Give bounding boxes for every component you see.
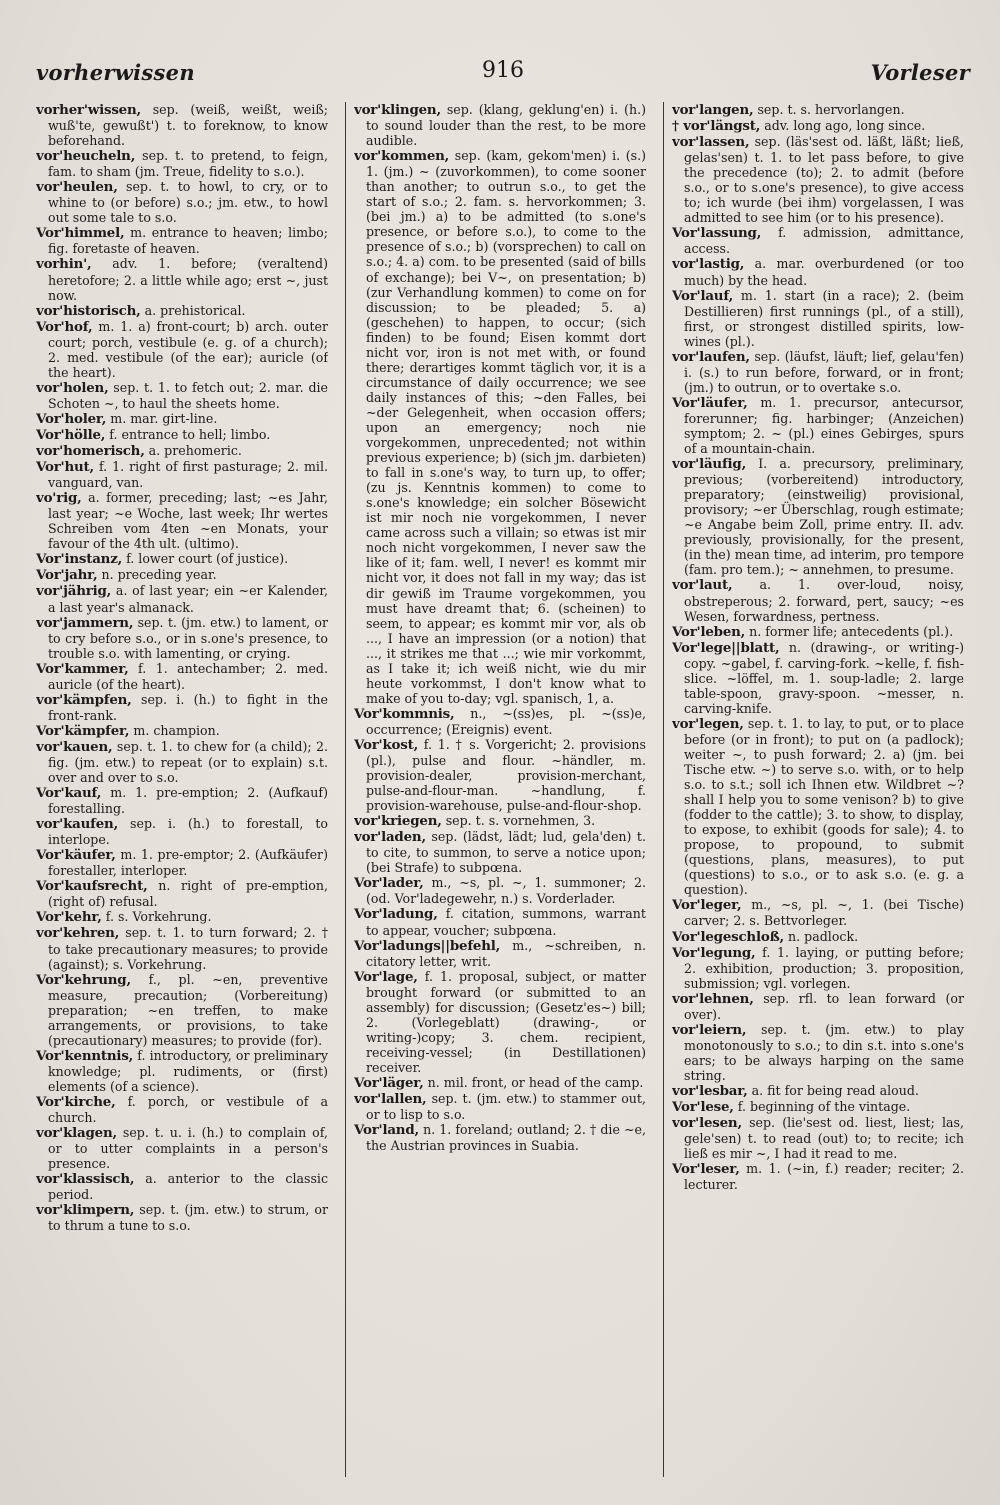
dictionary-entry [354,829,646,875]
headword: Vor'land, [354,1122,419,1139]
dictionary-entry [36,615,328,661]
dictionary-entry [672,134,964,225]
dictionary-entry [36,380,328,411]
dictionary-entry [36,925,328,971]
headword: Vor'kirche, [36,1094,116,1110]
definition: f. introductory, or preliminary knowledge; pl. rudiments, or (first) elements (of a science). [48,1047,328,1094]
dictionary-entry [36,319,328,380]
dictionary-entry [672,288,964,349]
dictionary-entry [354,706,646,737]
headword: vorhin', [36,256,92,273]
dictionary-entry [354,102,646,148]
dictionary-entry [672,1161,964,1192]
headword: Vor'hof, [36,318,93,335]
definition: f. porch, or vestibule of a church. [48,1094,328,1126]
headword: Vor'kauf, [36,785,102,802]
definition: m. mar. girt-line. [110,410,218,426]
dictionary-entry [36,972,328,1048]
headword: vor'heucheln, [36,148,136,165]
headword: vor'kriegen, [354,813,442,830]
definition: m. 1. a) front-court; b) arch. outer court; porch, vestibule (e. g. of a church); 2. med. vestibule (of the ear); auricle (of the heart). [48,318,328,380]
definition: n., ~(ss)es, pl. ~(ss)e, occurrence; (Ereignis) event. [366,705,646,737]
page-number: 916 [482,58,524,83]
headword: vor'lehnen, [672,990,754,1007]
headword: vor'lassen, [672,134,750,151]
dictionary-entry [672,256,964,287]
dictionary-entry [36,443,328,459]
headword: Vor'lese, [672,1099,734,1116]
headword: vor'laden, [354,829,426,846]
definition: sep. (kam, gekom'men) i. (s.) 1. (jm.) ~ (zuvorkommen), to come sooner than another; to outrun s.o., to get the start of s.o.; 2. fam. s. hervorkommen; 3. (bei jm.) a) to be admitted (to s.one's presence, or before s.o.), to come to the presence of s.o.; b) (vorsprechen) to call on s.o.; 4. a) com. to be presented (said of bills of exchange); bei V~, on presentation; b) (zur Verhandlung kommen) to come on for discussion; to be pleaded; 5. a) (geschehen) to happen, to occur; (sich finden) to be found; Eisen kommt dort nicht vor, iron is not met with, or found there; derartiges kommt täglich vor, it is a circumstance of daily occurrence; we see daily instances of this; ~den Falles, bei ~der Gelegenheit, when occasion offers; upon an emergency; noch nie vorgekommen, unprecedented; not within previous experience; b) (sich jm. darbieten) to fall in s.one's way, to turn up, to offer; (zu js. Kenntnis kommen) to come to s.one's knowledge; ein solcher Bösewicht ist mir noch nie vorgekommen, I never came across such a villain; so etwas ist mir noch nicht vorgekommen, I never saw the like of it; fam. well, I never! es kommt mir nicht vor, it does not fall in my way; das ist dir gewiß im Traume vorgekommen, you must have dreamt that; 6. (scheinen) to seem, to appear; es kommt mir vor, als ob ..., I have an impression (or a notion) that ..., it strikes me that ...; wie mir vorkommt, as I take it; ich weiß nicht, wie du mir heute vorkommst, I don't know what to make of you to-day; vgl. spanisch, 1, a. [366,148,646,706]
dictionary-entry [36,303,328,319]
headword: Vor'legung, [672,944,756,961]
headword: vor'klassisch, [36,1171,135,1188]
headword: Vor'kost, [354,736,419,753]
definition: n. 1. foreland; outland; 2. † die ~e, the Austrian provinces in Suabia. [366,1122,646,1154]
dictionary-entry [672,624,964,640]
headword: vor'klagen, [36,1125,117,1142]
dictionary-entry [672,1099,964,1115]
dictionary-entry [354,737,646,813]
headword: Vor'kenntnis, [36,1047,134,1064]
dictionary-entry [36,1094,328,1125]
definition: sep. t. u. i. (h.) to complain of, or to utter complaints in a person's presence. [48,1125,328,1172]
headword: Vor'jahr, [36,567,98,584]
definition: sep. t. (jm. etw.) to stammer out, or to lisp to s.o. [366,1091,646,1123]
headword: vor'kommen, [354,148,450,165]
dictionary-entry [36,490,328,551]
headword: vor'lastig, [672,256,745,273]
dictionary-entry [36,567,328,583]
dictionary-entry [672,716,964,898]
dictionary-entry [36,256,328,302]
definition: m. champion. [133,722,220,738]
definition: m. 1. pre-emption; 2. (Aufkauf) forestalling. [48,785,328,817]
dictionary-entry [672,929,964,945]
dictionary-entry [36,583,328,614]
definition: f. 1. † s. Vorgericht; 2. provisions (pl.), pulse and flour. ~händler, m. provision-dealer, provision-merchant, pulse-and-flour-man. ~handlung, f. provision-warehouse, pulse-and-flour-shop. [366,736,646,814]
headword: vor'historisch, [36,302,141,319]
dictionary-entry [672,102,964,118]
headword: Vor'kämpfer, [36,722,130,739]
dictionary-entry [36,551,328,567]
headword: Vor'kammer, [36,660,129,677]
definition: sep. (weiß, weißt, weiß; wuß'te, gewußt') t. to foreknow, to know beforehand. [48,102,328,149]
dictionary-entry [354,938,646,969]
headword: Vor'himmel, [36,225,125,242]
column-1 [36,102,328,1477]
definition: n. former life; antecedents (pl.). [749,623,954,639]
headword: Vor'läger, [354,1075,424,1091]
headword: vor'holen, [36,379,109,396]
dictionary-entry [36,723,328,739]
headword: vor'jammern, [36,614,134,631]
dictionary-entry [354,1122,646,1153]
headword: Vor'kaufsrecht, [36,878,148,895]
headword: vor'jährig, [36,583,112,600]
dictionary-entry [672,640,964,716]
dictionary-entry [36,739,328,785]
dictionary-entry [36,785,328,816]
dictionary-entry [354,1075,646,1091]
definition: f. 1. proposal, subject, or matter brought forward (or submitted to an assembly) for discussion; (Gesetz'es~) bill; 2. (Vorlegeblatt) (drawing-, or writing-)copy; 3. chem. recipient, receiving-vessel; (in Destillationen) receiver. [366,968,646,1075]
definition: f. 1. right of first pasturage; 2. mil. vanguard, van. [48,459,328,491]
guide-word-right: Vorleser [870,60,970,85]
headword: vor'kehren, [36,925,120,942]
headword: vor'kämpfen, [36,691,132,708]
headword: vor'leiern, [672,1021,747,1038]
headword: Vor'instanz, [36,551,123,568]
definition: n. right of pre-emption, (right of) refusal. [48,878,328,910]
dictionary-entry [36,1202,328,1233]
headword: vor'klimpern, [36,1202,135,1219]
definition: f. entrance to hell; limbo. [109,426,271,442]
definition: f. 1. laying, or putting before; 2. exhibition, production; 3. proposition, submission; vgl. vorlegen. [684,944,964,991]
dictionary-entry [672,945,964,991]
definition: a. fit for being read aloud. [751,1083,919,1098]
dictionary-entry [36,661,328,692]
headword: vor'heulen, [36,179,118,196]
dictionary-entry [672,1022,964,1083]
definition: a. anterior to the classic period. [48,1171,328,1203]
definition: m., ~s, pl. ~, 1. (bei Tische) carver; 2. s. Bettvorleger. [684,897,964,929]
definition: n. (drawing-, or writing-) copy. ~gabel, f. carving-fork. ~kelle, f. fish-slice. ~löffel, m. 1. soup-ladle; 2. large table-spoon, gravy-spoon. ~messer, n. carving-knife. [684,639,964,716]
definition: a. prehomeric. [148,443,242,459]
dictionary-entry [36,878,328,909]
definition: a. former, preceding; last; ~es Jahr, last year; ~e Woche, last week; Ihr wertes Schreiben vom 4ten ~en Monats, your favour of the 4th ult. (ultimo). [48,490,328,552]
dictionary-entry [672,225,964,256]
headword: Vor'käufer, [36,847,116,864]
dictionary-entry [672,349,964,395]
dictionary-entry [36,148,328,179]
definition: f. admission, admittance, access. [684,225,964,257]
headword: vor'kaufen, [36,816,119,833]
dictionary-entry [36,225,328,256]
headword: Vor'lassung, [672,225,762,242]
definition: a. of last year; ein ~er Kalender, a last year's almanack. [48,583,328,615]
definition: sep. (lie'sest od. liest, liest; las, gele'sen) t. to read (out) to; to recite; ich ließ es mir ~, I had it read to me. [684,1115,964,1162]
definition: sep. t. (jm. etw.) to lament, or to cry before s.o., or in s.one's presence, to trouble s.o. with lamenting, or crying. [48,614,328,661]
guide-word-left: vorherwissen [36,60,195,85]
dictionary-entry [672,456,964,577]
dictionary-entry [672,1115,964,1161]
definition: sep. i. (h.) to forestall, to interlope. [48,816,328,848]
headword: Vor'lauf, [672,287,734,304]
dictionary-entry [36,816,328,847]
dictionary-entry [354,875,646,906]
headword: Vor'kehrung, [36,971,131,988]
running-head [36,54,970,94]
definition: n. padlock. [788,928,859,944]
dictionary-entry [36,1125,328,1171]
column-2 [354,102,646,1477]
definition: sep. i. (h.) to fight in the front-rank. [48,691,328,723]
definition: sep. (läs'sest od. läßt, läßt; ließ, gelas'sen) t. 1. to let pass before, to give the precedence (to); 2. to admit (before s.o., or to s.one's presence), to give access to; ich wurde (bei ihm) vorgelassen, I was admitted to see him (or to his presence). [684,134,964,226]
definition: sep. t. (jm. etw.) to strum, or to thrum a tune to s.o. [48,1202,328,1234]
headword: Vor'legeschloß, [672,928,785,945]
headword: † vor'längst, [672,118,761,135]
definition: f. beginning of the vintage. [737,1099,911,1115]
column-3 [672,102,964,1477]
headword: vo'rig, [36,490,82,507]
headword: Vor'leser, [672,1161,740,1178]
dictionary-entry [36,909,328,925]
definition: sep. t. 1. to turn forward; 2. † to take precautionary measures; to provide (against); s. Vorkehrung. [48,925,328,972]
headword: Vor'kommnis, [354,705,455,722]
dictionary-entry [672,1083,964,1099]
headword: vor'klingen, [354,102,441,118]
dictionary-entry [354,906,646,937]
headword: vor'homerisch, [36,443,145,460]
headword: vor'lesbar, [672,1083,748,1099]
headword: vorher'wissen, [36,102,141,118]
dictionary-entry [36,102,328,148]
definition: m. 1. start (in a race); 2. (beim Destillieren) first runnings (pl., of a still), first, or strongest distilled spirits, low-wines (pl.). [684,287,964,349]
definition: a. 1. over-loud, noisy, obstreperous; 2. forward, pert, saucy; ~es Wesen, forwardness, pertness. [684,577,964,624]
dictionary-entry [672,118,964,134]
definition: sep. (lädst, lädt; lud, gela'den) t. to cite, to summon, to serve a notice upon; (bei Strafe) to subpœna. [366,829,646,876]
definition: adv. long ago, long since. [764,118,926,134]
headword: Vor'lege||blatt, [672,639,780,656]
definition: sep. t. s. hervorlangen. [757,102,905,117]
dictionary-entry [672,577,964,623]
definition: f., pl. ~en, preventive measure, precaution; (Vorbereitung) preparation; ~en treffen, to make arrangements, or provisions, to take (precautionary) measures; to provide (for). [48,971,328,1048]
headword: vor'laut, [672,577,733,594]
headword: vor'legen, [672,715,744,732]
dictionary-entry [354,148,646,706]
headword: Vor'holer, [36,410,107,427]
definition: m. 1. precursor, antecursor, forerunner; fig. harbinger; (Anzeichen) symptom; 2. ~ (pl.) eines Gebirges, spurs of a mountain-chain. [684,394,964,457]
definition: a. mar. overburdened (or too much) by the head. [684,256,964,288]
definition: m., ~schreiben, n. citatory letter, writ. [366,937,646,969]
dictionary-entry [354,813,646,829]
headword: Vor'läufer, [672,394,748,411]
headword: vor'läufig, [672,456,747,473]
definition: sep. t. 1. to chew for (a child); 2. fig. (jm. etw.) to repeat (or to explain) s.t. over and over to s.o. [48,738,328,786]
definition: a. prehistorical. [144,302,246,318]
definition: m. 1. (~in, f.) reader; reciter; 2. lecturer. [684,1161,964,1193]
dictionary-entry [36,1171,328,1202]
definition: sep. t. (jm. etw.) to play monotonously to s.o.; to din s.t. into s.one's ears; to be always harping on the same string. [684,1021,964,1083]
definition: sep. t. to pretend, to feign, fam. to sham (jm. Treue, fidelity to s.o.). [48,148,328,180]
definition: n. mil. front, or head of the camp. [427,1075,644,1090]
definition: sep. (läufst, läuft; lief, gelau'fen) i. (s.) to run before, forward, or in front; (jm.) to outrun, or to overtake s.o. [684,348,964,395]
dictionary-entry [36,1048,328,1094]
definition: m. entrance to heaven; limbo; fig. foretaste of heaven. [48,225,328,257]
dictionary-entry [672,897,964,928]
columns [36,102,971,1477]
definition: n. preceding year. [101,567,217,583]
headword: Vor'hölle, [36,426,106,443]
dictionary-entry [672,991,964,1022]
headword: Vor'lader, [354,875,424,892]
headword: vor'laufen, [672,348,750,365]
headword: vor'langen, [672,102,754,118]
definition: f. citation, summons, warrant to appear, voucher; subpœna. [366,906,646,938]
definition: f. lower court (of justice). [126,551,289,567]
dictionary-entry [36,411,328,427]
definition: f. 1. antechamber; 2. med. auricle (of the heart). [48,660,328,692]
dictionary-entry [672,395,964,456]
dictionary-entry [354,1091,646,1122]
dictionary-entry [354,969,646,1075]
definition: sep. (klang, geklung'en) i. (h.) to sound louder than the rest, to be more audible. [366,102,646,149]
definition: sep. rfl. to lean forward (or over). [684,990,964,1022]
headword: Vor'ladungs||befehl, [354,937,501,954]
headword: Vor'lage, [354,968,418,985]
headword: vor'kauen, [36,738,113,755]
column-rule [345,102,346,1477]
definition: sep. t. 1. to fetch out; 2. mar. die Schoten ~, to haul the sheets home. [48,379,328,411]
dictionary-entry [36,179,328,225]
dictionary-entry [36,459,328,490]
headword: Vor'ladung, [354,906,438,923]
dictionary-entry [36,847,328,878]
definition: sep. t. to howl, to cry, or to whine to (or before) s.o.; jm. etw., to howl out some tale to s.o. [48,179,328,226]
column-rule [663,102,664,1477]
definition: m., ~s, pl. ~, 1. summoner; 2. (od. Vor'ladegewehr, n.) s. Vorderlader. [366,875,646,907]
headword: vor'lesen, [672,1115,742,1132]
definition: adv. 1. before; (veraltend) heretofore; 2. a little while ago; erst ~, just now. [48,256,328,303]
headword: Vor'leger, [672,897,742,914]
definition: sep. t. 1. to lay, to put, or to place before (or in front); to put on (a padlock); weiter ~, to push forward; 2. a) (jm. bei Tische etw. ~) to serve s.o. with, or to help s.o. to s.t.; soll ich Ihnen etw. Wildbret ~? shall I help you to some venison? b) to give (fodder to the cattle); 3. to show, to display, to expose, to exhibit (goods for sale); 4. to propose, to propound, to submit (questions, plans, measures), to put (questions) to s.o., or to ask s.o. (e. g. a question). [684,715,964,898]
headword: Vor'kehr, [36,909,102,926]
dictionary-entry [36,692,328,723]
headword: Vor'leben, [672,623,746,640]
definition: sep. t. s. vornehmen, 3. [445,813,596,829]
headword: vor'lallen, [354,1091,427,1108]
headword: Vor'hut, [36,459,94,476]
definition: m. 1. pre-emptor; 2. (Aufkäufer) forestaller, interloper. [48,847,328,879]
definition: f. s. Vorkehrung. [105,909,212,925]
definition: I. a. precursory, preliminary, previous; (vorbereitend) introductory, preparatory; (einstweilig) provisional, provisory; ~er Überschlag, rough estimate; ~e Angabe beim Zoll, prime entry. II. adv. previously, provisionally, for the present, (in the) mean time, ad interim, pro tempore (fam. pro tem.); ~ annehmen, to presume. [684,456,964,578]
dictionary-entry [36,427,328,443]
